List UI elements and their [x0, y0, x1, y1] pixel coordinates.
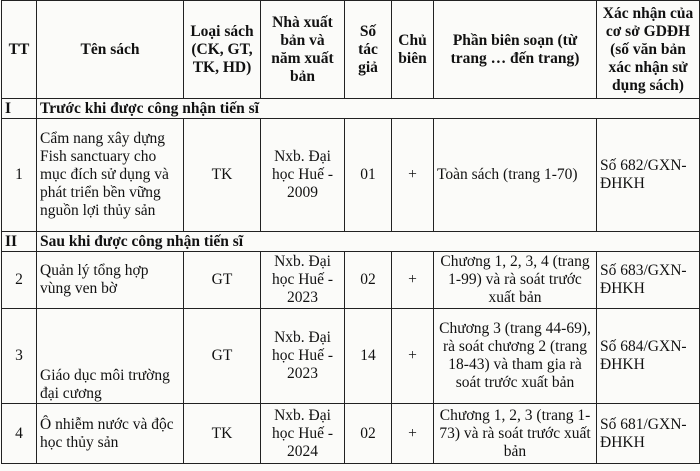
table-row	[2, 309, 700, 404]
row-tt: 1	[2, 119, 37, 232]
header-xac-nhan: Xác nhận của cơ sở GDĐH (số văn bản xác nhận sử dụng sách)	[597, 1, 700, 99]
row-bien-soan: Chương 3 (trang 44-69), rà soát chương 2 (trang 18-43) và tham gia rà soát trước xuất bản	[434, 309, 597, 404]
section-row	[2, 99, 700, 119]
row-so-tac-gia: 01	[345, 119, 392, 232]
row-xac-nhan: Số 682/GXN-ĐHKH	[597, 119, 700, 232]
row-nxb: Nxb. Đại học Huế - 2023	[261, 309, 345, 404]
header-tt: TT	[2, 1, 37, 99]
section-row	[2, 232, 700, 252]
row-nxb: Nxb. Đại học Huế - 2024	[261, 404, 345, 464]
header-row	[2, 1, 700, 99]
table-row	[2, 404, 700, 464]
header-loai-sach: Loại sách (CK, GT, TK, HD)	[184, 1, 261, 99]
row-xac-nhan: Số 684/GXN-ĐHKH	[597, 309, 700, 404]
header-phan-bien-soan: Phần biên soạn (từ trang … đến trang)	[434, 1, 597, 99]
row-so-tac-gia: 02	[345, 252, 392, 309]
books-table	[1, 0, 700, 464]
table-row	[2, 252, 700, 309]
row-ten-sach: Ô nhiễm nước và độc học thủy sản	[37, 404, 184, 464]
row-ten-sach: Giáo dục môi trường đại cương	[37, 309, 184, 404]
row-nxb: Nxb. Đại học Huế - 2009	[261, 119, 345, 232]
row-tt: 2	[2, 252, 37, 309]
row-bien-soan: Chương 1, 2, 3 (trang 1-73) và rà soát trước xuất bản	[434, 404, 597, 464]
row-xac-nhan: Số 681/GXN-ĐHKH	[597, 404, 700, 464]
row-chu-bien: +	[392, 404, 434, 464]
row-tt: 3	[2, 309, 37, 404]
row-xac-nhan: Số 683/GXN-ĐHKH	[597, 252, 700, 309]
row-loai: GT	[184, 252, 261, 309]
section-roman: I	[2, 99, 37, 119]
header-nha-xuat-ban: Nhà xuất bản và năm xuất bản	[261, 1, 345, 99]
row-chu-bien: +	[392, 119, 434, 232]
row-so-tac-gia: 14	[345, 309, 392, 404]
row-nxb: Nxb. Đại học Huế - 2023	[261, 252, 345, 309]
row-so-tac-gia: 02	[345, 404, 392, 464]
section-title: Sau khi được công nhận tiến sĩ	[37, 232, 700, 252]
row-chu-bien: +	[392, 309, 434, 404]
row-ten-sach: Quản lý tổng hợp vùng ven bờ	[37, 252, 184, 309]
row-loai: GT	[184, 309, 261, 404]
section-title: Trước khi được công nhận tiến sĩ	[37, 99, 700, 119]
row-loai: TK	[184, 404, 261, 464]
row-chu-bien: +	[392, 252, 434, 309]
header-chu-bien: Chủ biên	[392, 1, 434, 99]
row-loai: TK	[184, 119, 261, 232]
section-roman: II	[2, 232, 37, 252]
table-row	[2, 119, 700, 232]
header-so-tac-gia: Số tác giả	[345, 1, 392, 99]
row-bien-soan: Toàn sách (trang 1-70)	[434, 119, 597, 232]
row-ten-sach: Cẩm nang xây dựng Fish sanctuary cho mục đích sử dụng và phát triển bền vững nguồn lợi thủy sản	[37, 119, 184, 232]
row-tt: 4	[2, 404, 37, 464]
row-bien-soan: Chương 1, 2, 3, 4 (trang 1-99) và rà soát trước xuất bản	[434, 252, 597, 309]
header-ten-sach: Tên sách	[37, 1, 184, 99]
